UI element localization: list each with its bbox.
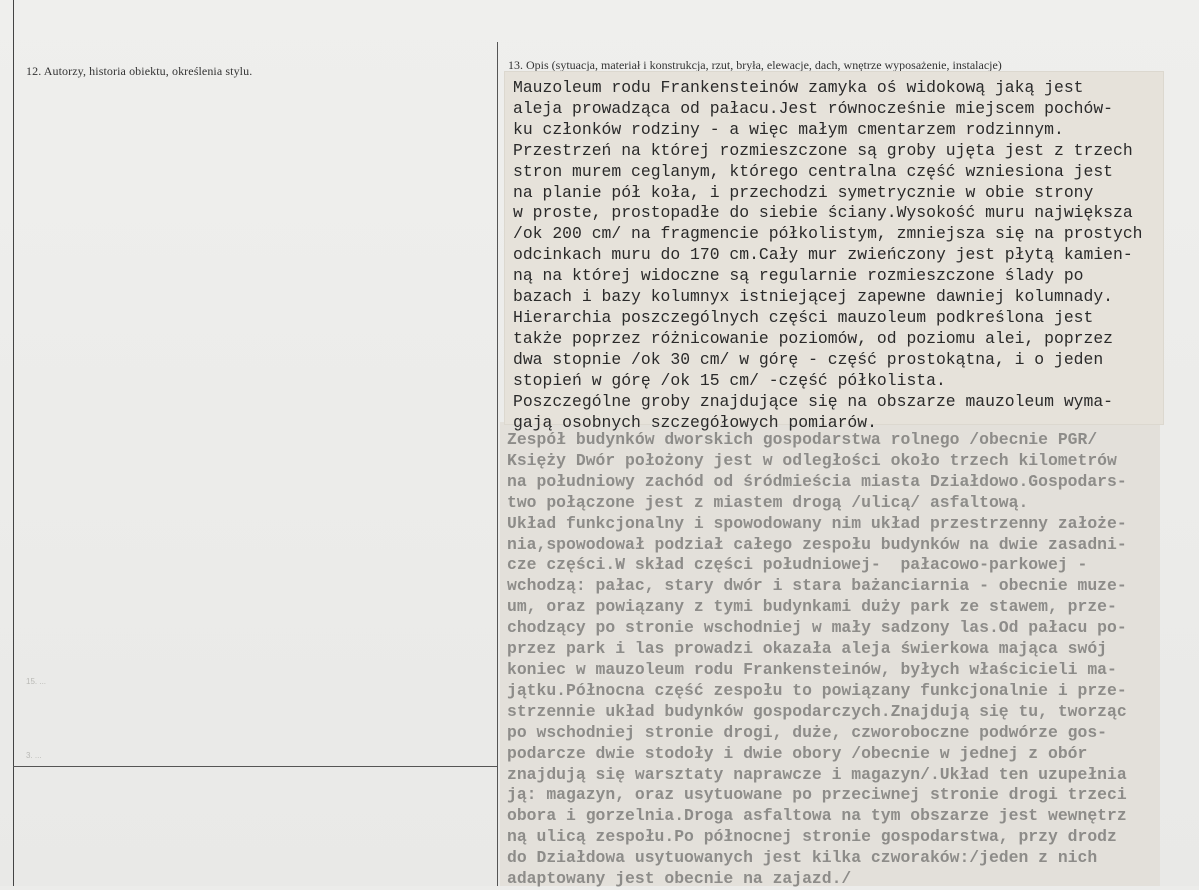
typed-line: jątku.Północna część zespołu to powiązany funkcjonalnie i prze- <box>507 680 1127 700</box>
typed-line: znajdują się warsztaty naprawcze i magazyn/.Układ ten uzupełnia <box>507 764 1127 784</box>
typed-line: chodzący po stronie wschodniej w mały sadzony las.Od pałacu po- <box>507 618 1127 638</box>
typed-line: dwa stopnie /ok 30 cm/ w górę - część prostokątna, i o jeden <box>513 349 1104 369</box>
typed-line: wchodzą: pałac, stary dwór i stara bażanciarnia - obecnie muze- <box>507 576 1127 596</box>
typed-line: aleja prowadząca od pałacu.Jest równocześnie miejscem pochów- <box>513 98 1113 118</box>
typed-line: Księży Dwór położony jest w odległości około trzech kilometrów <box>507 450 1117 470</box>
typed-line: /ok 200 cm/ na fragmencie półkolistym, zmniejsza się na prostych <box>513 224 1143 244</box>
typed-line: koniec w mauzoleum rodu Frankensteinów, byłych właścicieli ma- <box>507 659 1117 679</box>
estate-description <box>507 430 1127 890</box>
typed-line: nia,spowodował podział całego zespołu budynków na dwie zasadni- <box>507 534 1127 554</box>
typed-line: um, oraz powiązany z tymi budynkami duży park ze stawem, prze- <box>507 597 1117 617</box>
typed-line: two połączone jest z miastem drogą /ulicą/ asfaltową. <box>507 492 1029 512</box>
column-divider <box>497 42 498 886</box>
typed-line: ją: magazyn, oraz usytuowane po przeciwnej stronie drogi trzeci <box>507 785 1127 805</box>
typed-line: Przestrzeń na której rozmieszczone są groby ujęta jest z trzech <box>513 140 1133 160</box>
typed-line: Mauzoleum rodu Frankensteinów zamyka oś widokową jaką jest <box>513 78 1084 97</box>
left-border-line <box>13 0 14 886</box>
typed-line: stopień w górę /ok 15 cm/ -część półkolista. <box>513 370 946 390</box>
faint-mark-15: 15. ... <box>26 677 47 686</box>
faint-mark-3: 3. ... <box>26 751 42 760</box>
typed-line: cze części.W skład części południowej- pałacowo-parkowej - <box>507 555 1088 575</box>
typed-line: gają osobnych szczegółowych pomiarów. <box>513 412 877 432</box>
typed-line: odcinkach muru do 170 cm.Cały mur zwieńczony jest płytą kamien- <box>513 245 1133 265</box>
typed-line: przez park i las prowadzi okazała aleja świerkowa mająca swój <box>507 639 1107 659</box>
typed-line: do Działdowa usytuowanych jest kilka czworaków:/jeden z nich <box>507 848 1098 868</box>
typed-line: także poprzez różnicowanie poziomów, od poziomu alei, poprzez <box>513 328 1113 348</box>
typed-line: bazach i bazy kolumnyx istniejącej zapewne dawniej kolumnady. <box>513 287 1113 307</box>
mausoleum-description <box>513 78 1143 433</box>
typed-line: podarcze dwie stodoły i dwie obory /obecnie w jednej z obór <box>507 743 1088 763</box>
typed-line: Poszczególne groby znajdujące się na obszarze mauzoleum wyma- <box>513 391 1113 411</box>
typed-line: na południowy zachód od śródmieścia miasta Działdowo.Gospodars- <box>507 471 1127 491</box>
typed-line: ku członków rodziny - a więc małym cmentarzem rodzinnym. <box>513 119 1064 139</box>
typed-line: obora i gorzelnia.Droga asfaltowa na tym obszarze jest wewnętrz <box>507 806 1127 826</box>
typed-line: Układ funkcjonalny i spowodowany nim układ przestrzenny założe- <box>507 513 1127 533</box>
typed-line: ną ulicą zespołu.Po północnej stronie gospodarstwa, przy drodz <box>507 827 1117 847</box>
typed-line: na planie pół koła, i przechodzi symetrycznie w obie strony <box>513 182 1094 202</box>
typed-line: ną na której widoczne są regularnie rozmieszczone ślady po <box>513 266 1084 286</box>
typed-line: w proste, prostopadłe do siebie ściany.Wysokość muru największa <box>513 203 1133 223</box>
typed-line: strzennie układ budynków gospodarczych.Znajdują się tu, tworząc <box>507 701 1127 721</box>
typed-line: po wschodniej stronie drogi, duże, czworoboczne podwórze gos- <box>507 722 1107 742</box>
section-12-header: 12. Autorzy, historia obiektu, określenia stylu. <box>26 64 253 78</box>
typed-line: adaptowany jest obecnie na zajazd./ <box>507 869 852 889</box>
typed-line: stron murem ceglanym, którego centralna część wzniesiona jest <box>513 161 1113 181</box>
section-13-header: 13. Opis (sytuacja, materiał i konstrukcja, rzut, bryła, elewacje, dach, wnętrze wyposażenie, instalacje) <box>508 58 1002 72</box>
typed-line: Zespół budynków dworskich gospodarstwa rolnego /obecnie PGR/ <box>507 430 1098 449</box>
typed-line: Hierarchia poszczególnych części mauzoleum podkreślona jest <box>513 307 1094 327</box>
section-rule <box>13 766 497 767</box>
